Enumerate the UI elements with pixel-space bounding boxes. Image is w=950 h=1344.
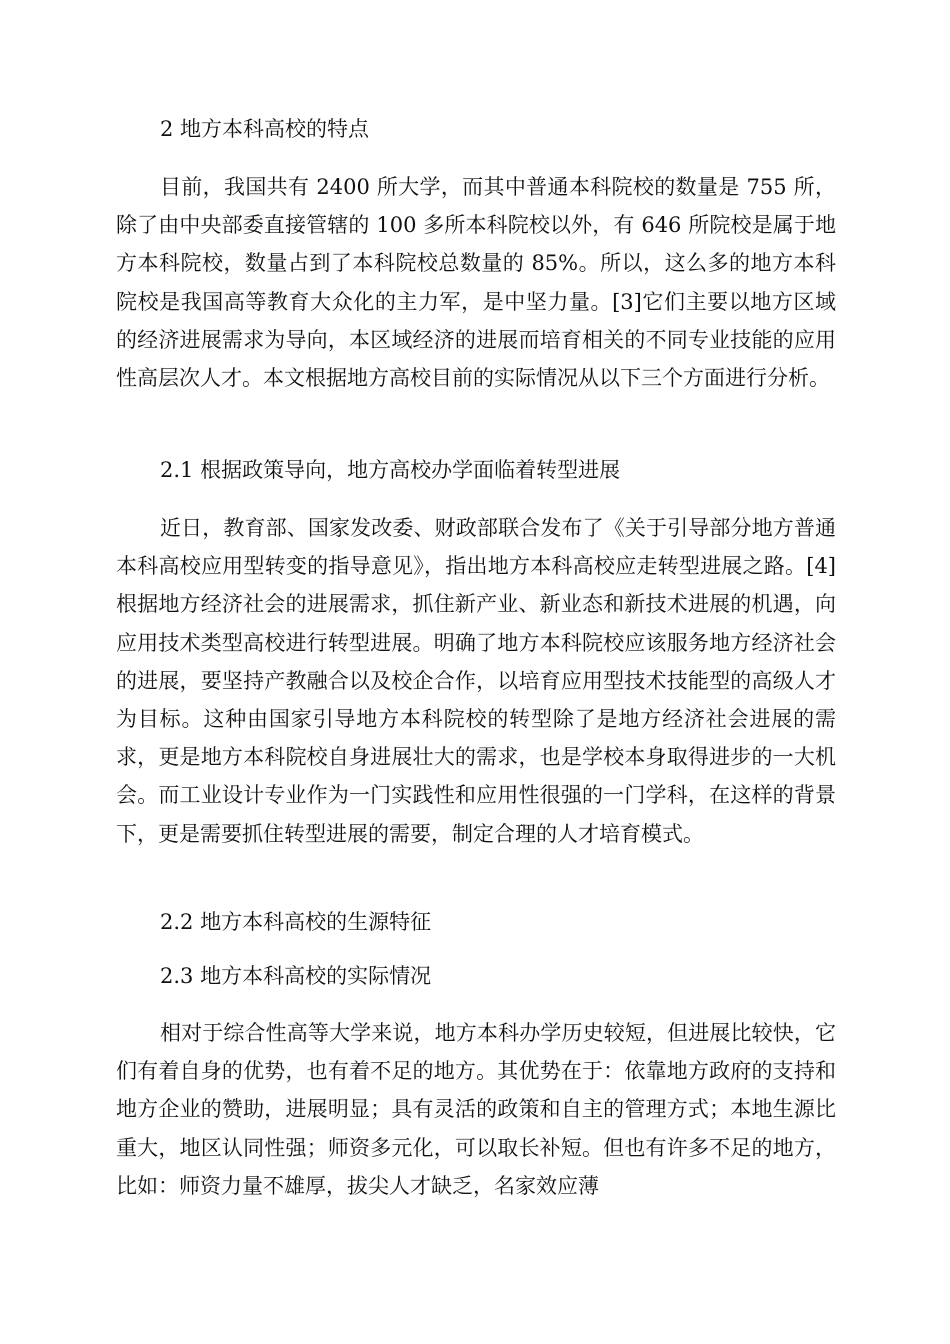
- section-heading-2-3: 2.3 地方本科高校的实际情况: [160, 964, 432, 988]
- paragraph-2-intro: 目前，我国共有 2400 所大学，而其中普通本科院校的数量是 755 所，除了由中央部委直接管辖的 100 多所本科院校以外，有 646 所院校是属于地方本科院校，数量占到了本科院校总数量的 85%。所以，这么多的地方本科院校是我国高等教育大众化的主力军，是中坚力量。[3]它们主要以地方区域的经济进展需求为导向，本区域经济的进展而培育相关的不同专业技能的应用性高层次人才。本文根据地方高校目前的实际情况从以下三个方面进行分析。: [116, 175, 836, 391]
- section-heading-2: 2 地方本科高校的特点: [160, 117, 370, 141]
- paragraph-2-1: 近日，教育部、国家发改委、财政部联合发布了《关于引导部分地方普通本科高校应用型转变的指导意见》，指出地方本科高校应走转型进展之路。[4]根据地方经济社会的进展需求，抓住新产业、新业态和新技术进展的机遇，向应用技术类型高校进行转型进展。明确了地方本科院校应该服务地方经济社会的进展，要坚持产教融合以及校企合作，以培育应用型技术技能型的高级人才为目标。这种由国家引导地方本科院校的转型除了是地方经济社会进展的需求，更是地方本科院校自身进展壮大的需求，也是学校本身取得进步的一大机会。而工业设计专业作为一门实践性和应用性很强的一门学科，在这样的背景下，更是需要抓住转型进展的需要，制定合理的人才培育模式。: [116, 516, 836, 846]
- section-heading-2-2: 2.2 地方本科高校的生源特征: [160, 910, 432, 934]
- paragraph-2-3: 相对于综合性高等大学来说，地方本科办学历史较短，但进展比较快，它们有着自身的优势，也有着不足的地方。其优势在于：依靠地方政府的支持和地方企业的赞助，进展明显；具有灵活的政策和自主的管理方式；本地生源比重大，地区认同性强；师资多元化，可以取长补短。但也有许多不足的地方，比如：师资力量不雄厚，拔尖人才缺乏，名家效应薄: [116, 1021, 836, 1198]
- section-heading-2-1: 2.1 根据政策导向，地方高校办学面临着转型进展: [160, 458, 621, 482]
